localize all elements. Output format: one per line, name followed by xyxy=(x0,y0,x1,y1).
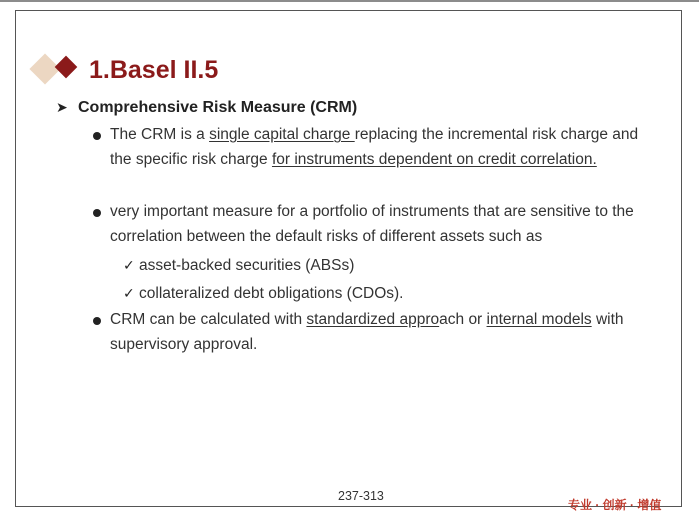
top-divider xyxy=(0,0,699,2)
section-heading: Comprehensive Risk Measure (CRM) xyxy=(78,99,358,116)
bullet-dot-icon xyxy=(93,132,101,140)
page-number: 237-313 xyxy=(338,489,384,503)
bullet-dot-icon xyxy=(93,209,101,217)
footer-tagline: 专业 · 创新 · 增值 xyxy=(568,498,662,512)
bullet-dot-icon xyxy=(93,317,101,325)
sub-item-abs: ✓ asset-backed securities (ABSs) xyxy=(123,253,354,279)
bullet-2-text: very important measure for a portfolio of instruments that are sensitive to the correlation between the default risks of different assets such as xyxy=(110,203,634,245)
section-heading-row xyxy=(56,99,357,117)
dark-diamond-icon xyxy=(55,56,78,79)
slide-title: 1.Basel II.5 xyxy=(89,56,219,84)
checkmark-icon: ✓ xyxy=(123,257,135,273)
bullet-3-text: CRM can be calculated with standardized approach or internal models with supervisory approval. xyxy=(110,311,624,353)
sub-item-cdo: ✓ collateralized debt obligations (CDOs). xyxy=(123,281,403,307)
arrowhead-bullet-icon: ➤ xyxy=(56,99,68,115)
bullet-1-text: The CRM is a single capital charge replacing the incremental risk charge and the specific risk charge for instruments dependent on credit correlation. xyxy=(110,126,639,168)
checkmark-icon: ✓ xyxy=(123,285,135,301)
slide-frame xyxy=(15,10,682,512)
